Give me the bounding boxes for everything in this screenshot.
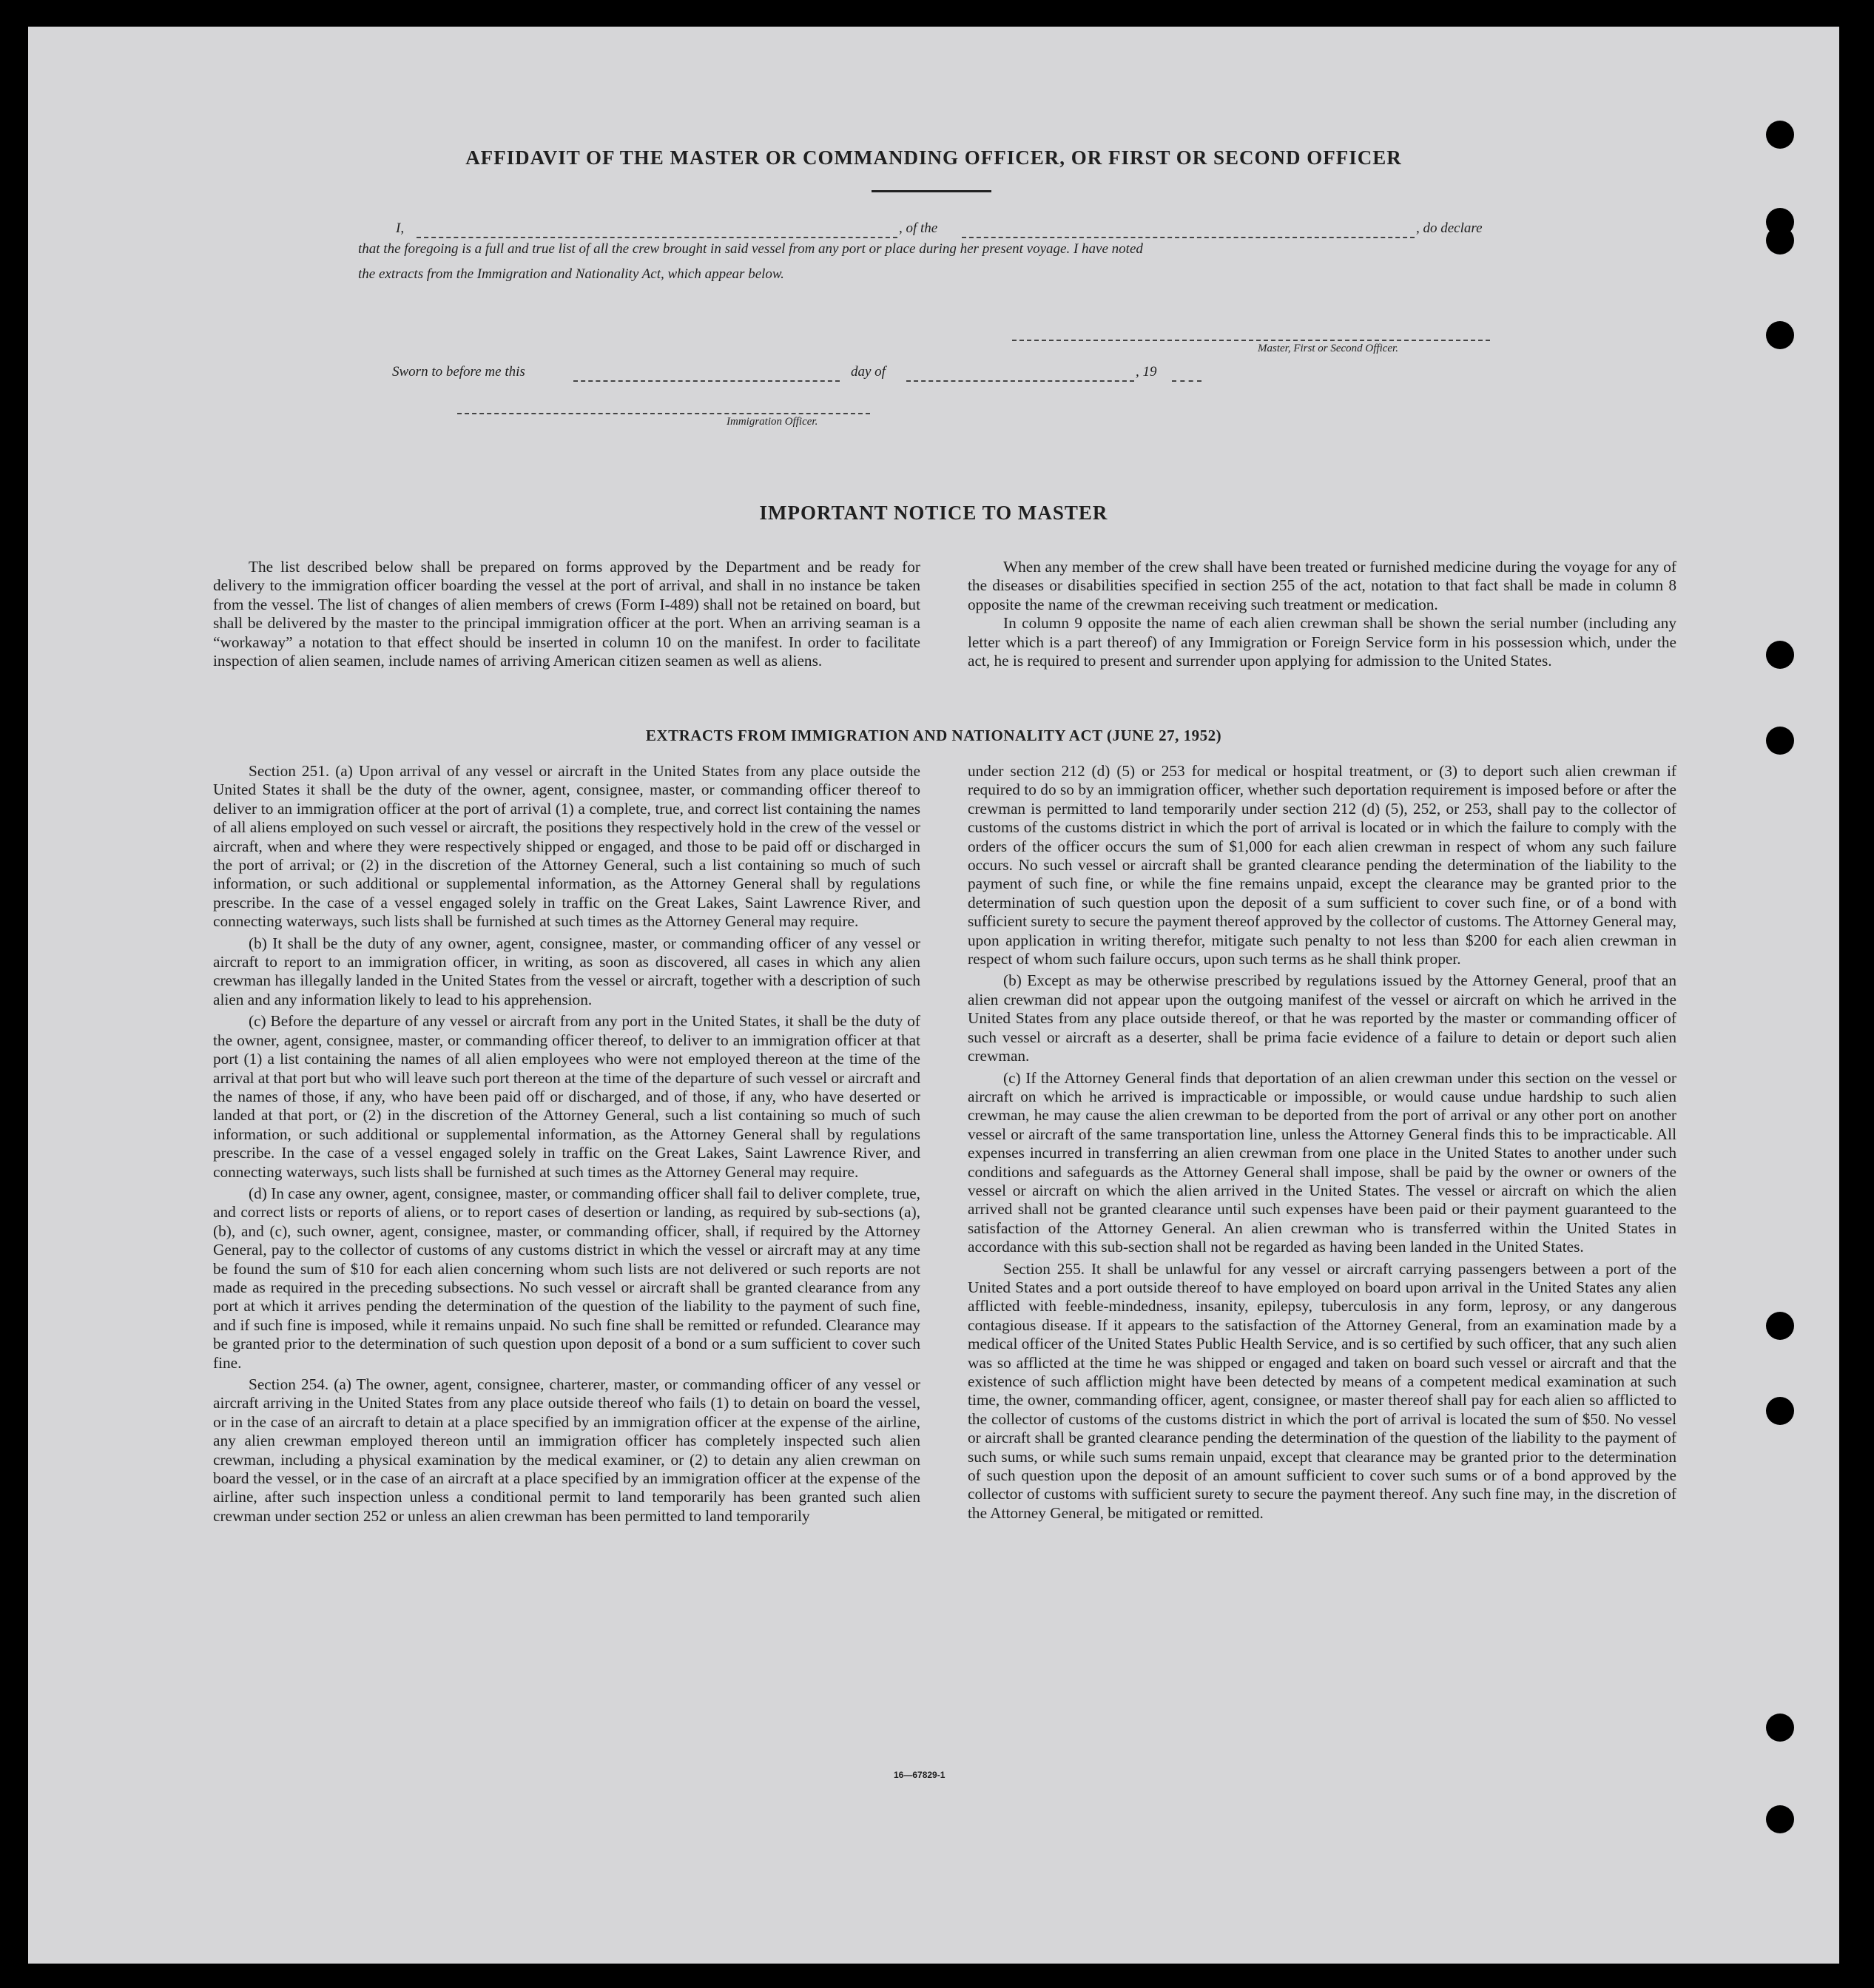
- sworn-month-field[interactable]: [906, 380, 1134, 382]
- notice-left-column: [213, 558, 920, 670]
- section-251-a: Section 251. (a) Upon arrival of any vessel or aircraft in the United States from any place outside the United States it shall be the duty of the owner, agent, consignee, master, or commanding officer thereof to deliver to an immigration officer at the port of arrival (1) a complete, true, and correct list containing the names of all aliens employed on such vessel or aircraft, the positions they respectively hold in the crew of the vessel or aircraft, when and where they were respectively shipped or engaged, and those to be paid off or discharged in the port of arrival; or (2) in the discretion of the Attorney General, such a list containing so much of such information, or such additional or supplemental information, as the Attorney General shall by regulations prescribe. In the case of a vessel engaged solely in traffic on the Great Lakes, Saint Lawrence River, and connecting waterways, such lists shall be furnished at such times as the Attorney General may require.: [213, 762, 920, 931]
- binder-hole: [1766, 1312, 1794, 1340]
- year-label: , 19: [1136, 364, 1157, 380]
- master-signature-field[interactable]: [1012, 340, 1490, 341]
- section-254-c: (c) If the Attorney General finds that deportation of an alien crewman under this section on the vessel or aircraft on which he arrived is impracticable or impossible, or would cause undue hardship to such alien crewman, he may cause the alien crewman to be deported from the port of arrival or any other port on another vessel or aircraft of the same transportation line, unless the Attorney General finds this to be impracticable. All expenses incurred in transferring an alien crewman from one place in the United States to another under such conditions and safeguards as the Attorney General shall impose, shall be paid by the owner or owners of the vessel or aircraft on which the alien arrived in the United States. The vessel or aircraft on which the alien arrived shall not be granted clearance until such expenses have been paid or their payment guaranteed to the satisfaction of the Attorney General. An alien crewman who is transferred within the United States in accordance with this sub-section shall not be regarded as having been landed in the United States.: [968, 1068, 1676, 1256]
- sworn-day-field[interactable]: [573, 380, 840, 382]
- of-the-label: , of the: [899, 220, 938, 236]
- notice-left-paragraph: The list described below shall be prepared on forms approved by the Department and be ready for delivery to the immigration officer boarding the vessel at the port of arrival, and shall in no instance be taken from the vessel. The list of changes of alien members of crews (Form I-489) shall not be retained on board, but shall be delivered by the master to the principal immigration officer at the port. When an arriving seaman is a “workaway” a notation to that effect should be inserted in column 10 on the manifest. In order to facilitate inspection of alien seamen, include names of arriving American citizen seamen as well as aliens.: [213, 558, 920, 670]
- section-254-b: (b) Except as may be otherwise prescribed by regulations issued by the Attorney General, proof that an alien crewman did not appear upon the outgoing manifest of the vessel or aircraft on which he arrived in the United States from any place outside thereof, or that he was reported by the master or commanding officer of such vessel or aircraft as a deserter, shall be prima facie evidence of a failure to detain or deport such alien crewman.: [968, 971, 1676, 1065]
- extracts-left-column: [213, 762, 920, 1529]
- extracts-title: EXTRACTS FROM IMMIGRATION AND NATIONALITY ACT (JUNE 27, 1952): [645, 727, 1222, 744]
- binder-hole: [1766, 321, 1794, 349]
- declaration-line-2: the extracts from the Immigration and Nationality Act, which appear below.: [358, 266, 784, 282]
- binder-hole: [1766, 641, 1794, 669]
- form-number: 16—67829-1: [894, 1770, 946, 1780]
- binder-hole: [1766, 226, 1794, 255]
- day-of-label: day of: [851, 364, 886, 380]
- binder-hole: [1766, 1397, 1794, 1425]
- section-254-a-continued: under section 212 (d) (5) or 253 for medical or hospital treatment, or (3) to deport such alien crewman if required to do so by an immigration officer, whether such deportation requirement is imposed before or after the crewman is permitted to land temporarily under section 212 (d) (5), 252, or 253, shall pay to the collector of customs of the customs district in which the port of arrival is located or in which the failure to comply with the orders of the officer occurs the sum of $1,000 for each alien crewman in respect of whom any such failure occurs. No such vessel or aircraft shall be granted clearance pending the determination of the liability to the payment of such fine, or while the fine remains unpaid, except the clearance may be granted prior to the determination of such question upon the deposit of a sum sufficient to cover such fine, or of a bond with sufficient surety to secure the payment thereof approved by the collector of customs. The Attorney General may, upon application in writing therefor, mitigate such penalty to not less than $200 for each alien crewman in respect of whom such failure occurs, upon such terms as he shall think proper.: [968, 762, 1676, 968]
- affidavit-title: AFFIDAVIT OF THE MASTER OR COMMANDING OFFICER, OR FIRST OR SECOND OFFICER: [465, 146, 1402, 169]
- binder-hole: [1766, 727, 1794, 755]
- master-signature-label: Master, First or Second Officer.: [1258, 343, 1398, 354]
- notice-right-column: [968, 558, 1676, 670]
- binder-hole: [1766, 1805, 1794, 1833]
- declaration-line-1: that the foregoing is a full and true list of all the crew brought in said vessel from any port or place during her present voyage. I have noted: [358, 241, 1143, 257]
- sworn-label: Sworn to before me this: [392, 364, 525, 380]
- i-label: I,: [396, 220, 405, 236]
- section-255: Section 255. It shall be unlawful for any vessel or aircraft carrying passengers between a port of the United States and a port outside thereof to have employed on board upon arrival in the United States any alien afflicted with feeble-mindedness, insanity, epilepsy, tuberculosis in any form, leprosy, or any dangerous contagious disease. If it appears to the satisfaction of the Attorney General, from an examination made by a medical officer of the United States Public Health Service, and is so certified by such officer, that any such alien was so afflicted at the time he was shipped or engaged and taken on board such vessel or aircraft and that the existence of such affliction might have been detected by means of a competent medical examination at such time, the owner, commanding officer, agent, consignee, or master thereof shall pay for each alien so afflicted to the collector of customs of the customs district in which the port of arrival is located the sum of $50. No vessel or aircraft shall be granted clearance pending the determination of the question of the liability to the payment of such sums, or while such sums remain unpaid, except that clearance may be granted prior to the determination of such question upon the deposit of an amount sufficient to cover such sums or of a bond approved by the collector of customs with sufficient surety to secure the payment thereof. Any such fine may, in the discretion of the Attorney General, be mitigated or remitted.: [968, 1259, 1676, 1522]
- do-declare-label: , do declare: [1416, 220, 1483, 236]
- notice-right-paragraph-1: When any member of the crew shall have been treated or furnished medicine during the voyage for any of the diseases or disabilities specified in section 255 of the act, notation to that fact shall be made in column 8 opposite the name of the crewman receiving such treatment or medication.: [968, 558, 1676, 613]
- officer-signature-field[interactable]: [457, 413, 870, 414]
- notice-right-paragraph-2: In column 9 opposite the name of each alien crewman shall be shown the serial number (including any letter which is a part thereof) of any Immigration or Foreign Service form in his possession which, under the act, he is required to present and surrender upon applying for admission to the United States.: [968, 614, 1676, 670]
- officer-signature-label: Immigration Officer.: [727, 416, 818, 428]
- extracts-right-column: [968, 762, 1676, 1526]
- binder-hole: [1766, 121, 1794, 149]
- form-page: [28, 27, 1839, 1964]
- section-254-a: Section 254. (a) The owner, agent, consignee, charterer, master, or commanding officer of any vessel or aircraft arriving in the United States from any place outside thereof who fails (1) to detain on board the vessel, or in the case of an aircraft to detain at a place specified by an immigration officer at the expense of the airline, any alien crewman employed thereon until an immigration officer has completely inspected such alien crewman, including a physical examination by the medical examiner, or (2) to detain any alien crewman on board the vessel, or in the case of an aircraft at a place specified by an immigration officer at the expense of the airline, after such inspection unless a conditional permit to land temporarily has been granted such alien crewman under section 252 or unless an alien crewman has been permitted to land temporarily: [213, 1375, 920, 1525]
- title-rule: [872, 190, 991, 192]
- sworn-year-field[interactable]: [1172, 380, 1201, 382]
- section-251-b: (b) It shall be the duty of any owner, agent, consignee, master, or commanding officer of any vessel or aircraft to report to an immigration officer, in writing, as soon as discovered, all cases in which any alien crewman has illegally landed in the United States from the vessel or aircraft, together with a description of such alien and any information likely to lead to his apprehension.: [213, 934, 920, 1008]
- binder-hole: [1766, 1714, 1794, 1742]
- declaration-text: [358, 237, 1492, 287]
- notice-title: IMPORTANT NOTICE TO MASTER: [759, 502, 1108, 524]
- section-251-d: (d) In case any owner, agent, consignee, master, or commanding officer shall fail to deliver complete, true, and correct lists or reports of aliens, or to report cases of desertion or landing, as required by sub-sections (a), (b), and (c), such owner, agent, consignee, master, or commanding officer, shall, if required by the Attorney General, pay to the collector of customs of any customs district in which the vessel or aircraft may at any time be found the sum of $10 for each alien concerning whom such lists are not delivered or such reports are not made as required in the preceding subsections. No such vessel or aircraft shall be granted clearance from any port at which it arrives pending the determination of the question of the liability to the payment of such fine, and if such fine is imposed, while it remains unpaid. No such fine shall be remitted or refunded. Clearance may be granted prior to the determination of such question upon deposit of a bond or a sum sufficient to cover such fine.: [213, 1184, 920, 1372]
- section-251-c: (c) Before the departure of any vessel or aircraft from any port in the United States, it shall be the duty of the owner, agent, consignee, master, or commanding officer thereof, to deliver to an immigration officer at that port (1) a list containing the names of all alien employees who were not employed thereon at the time of the arrival at that port but who will leave such port thereon at the time of the departure of such vessel or aircraft and the names of those, if any, who have been paid off or discharged, and of those, if any, who have deserted or landed at that port, or (2) in the discretion of the Attorney General, such a list containing so much of such information, or such additional or supplemental information, as the Attorney General shall by regulations prescribe. In the case of a vessel engaged solely in traffic on the Great Lakes, Saint Lawrence River, and connecting waterways, such lists shall be furnished at such times as the Attorney General may require.: [213, 1012, 920, 1181]
